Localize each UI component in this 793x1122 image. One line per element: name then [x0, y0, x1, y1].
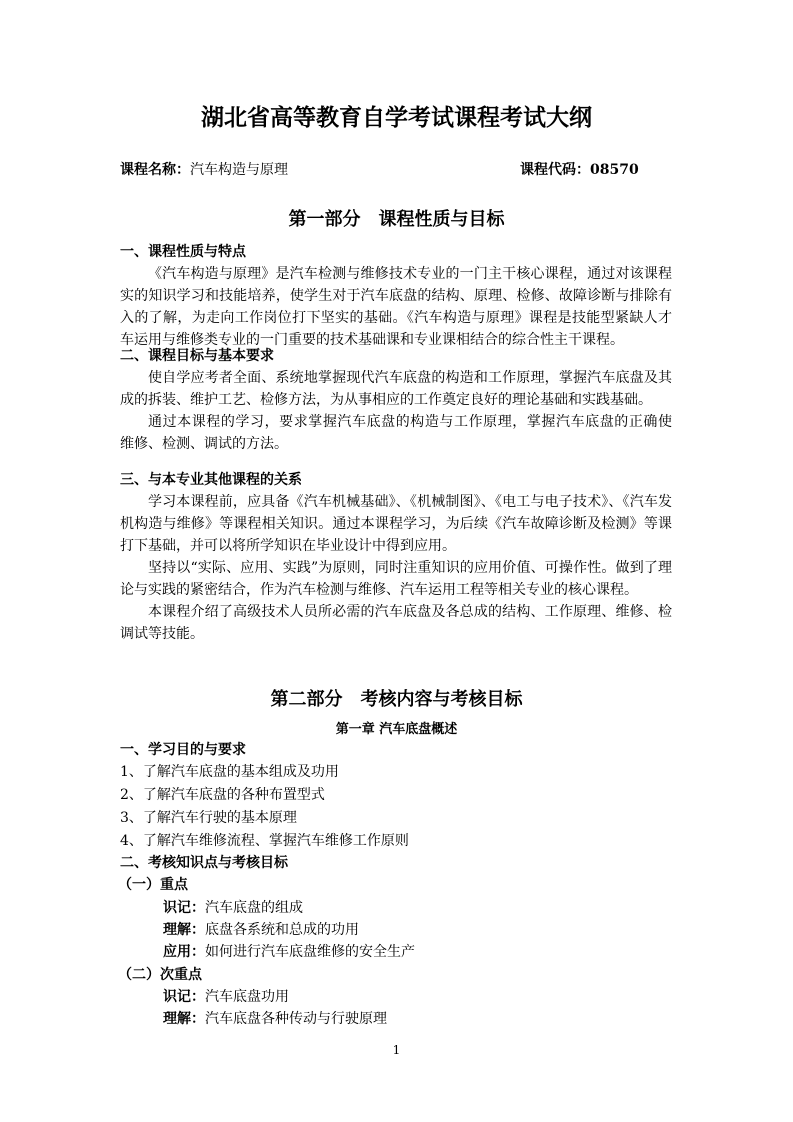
objective-text: 汽车底盘功用 — [205, 989, 289, 1005]
list-item: 4、了解汽车维修流程、掌握汽车维修工作原则 — [120, 833, 409, 849]
course-code: 08570 — [590, 162, 639, 178]
paragraph-line: 车运用与维修类专业的一门重要的技术基础课和专业课相结合的综合性主干课程。 — [120, 332, 624, 348]
objective-label: 应用： — [163, 944, 205, 960]
paragraph-line: 本课程介绍了高级技术人员所必需的汽车底盘及各总成的结构、工作原理、维修、检 — [148, 604, 672, 620]
objective-text: 底盘各系统和总成的功用 — [205, 922, 359, 938]
part2-heading: 第二部分 考核内容与考核目标 — [270, 689, 523, 710]
objective-label: 理解： — [163, 922, 205, 938]
section-heading: 一、课程性质与特点 — [120, 244, 246, 260]
objective-text: 汽车底盘各种传动与行驶原理 — [205, 1011, 387, 1027]
section-heading: 一、学习目的与要求 — [120, 742, 246, 758]
section-heading: 三、与本专业其他课程的关系 — [120, 472, 302, 488]
page-number: 1 — [392, 1043, 401, 1057]
objective-item — [163, 899, 715, 917]
list-item: 2、了解汽车底盘的各种布置型式 — [120, 787, 325, 803]
paragraph-line: 论与实践的紧密结合，作为汽车检测与维修、汽车运用工程等相关专业的核心课程。 — [120, 582, 638, 598]
course-name: 汽车构造与原理 — [190, 162, 288, 178]
paragraph-line: 使自学应考者全面、系统地掌握现代汽车底盘的构造和工作原理，掌握汽车底盘及其 — [148, 370, 672, 386]
course-code-label: 课程代码： — [520, 162, 590, 178]
objective-item — [163, 943, 715, 961]
chapter-heading: 第一章 汽车底盘概述 — [335, 722, 458, 737]
list-item: 1、了解汽车底盘的基本组成及功用 — [120, 764, 339, 780]
paragraph-line: 打下基础，并可以将所学知识在毕业设计中得到应用。 — [120, 538, 456, 554]
objective-label: 识记： — [163, 989, 205, 1005]
paragraph-line: 学习本课程前，应具备《汽车机械基础》、《机械制图》、《电工与电子技术》、《汽车发 — [148, 494, 672, 510]
subsection-heading: （二）次重点 — [118, 967, 202, 983]
paragraph-line: 坚持以“实际、应用、实践”为原则，同时注重知识的应用价值、可操作性。做到了理 — [148, 560, 672, 576]
objective-label: 理解： — [163, 1011, 205, 1027]
objective-item — [163, 988, 715, 1006]
course-code-field — [520, 161, 639, 179]
objective-text: 汽车底盘的组成 — [205, 900, 303, 916]
paragraph-line: 成的拆装、维护工艺、检修方法，为从事相应的工作奠定良好的理论基础和实践基础。 — [120, 392, 652, 408]
objective-item — [163, 1010, 715, 1028]
list-item: 3、了解汽车行驶的基本原理 — [120, 810, 297, 826]
paragraph-line: 《汽车构造与原理》是汽车检测与维修技术专业的一门主干核心课程，通过对该课程 — [148, 266, 672, 282]
paragraph-line: 机构造与维修》等课程相关知识。通过本课程学习，为后续《汽车故障诊断及检测》等课 — [120, 516, 672, 532]
objective-text: 如何进行汽车底盘维修的安全生产 — [205, 944, 415, 960]
document-title: 湖北省高等教育自学考试课程考试大纲 — [201, 104, 592, 131]
paragraph-line: 通过本课程的学习，要求掌握汽车底盘的构造与工作原理，掌握汽车底盘的正确使 — [148, 414, 672, 430]
section-heading: 二、考核知识点与考核目标 — [120, 855, 288, 871]
subsection-heading: （一）重点 — [118, 877, 188, 893]
course-name-label: 课程名称： — [120, 162, 190, 178]
objective-label: 识记： — [163, 900, 205, 916]
paragraph-line: 入的了解，为走向工作岗位打下坚实的基础。《汽车构造与原理》课程是技能型紧缺人才 — [120, 310, 672, 326]
objective-item — [163, 921, 715, 939]
paragraph-line: 维修、检测、调试的方法。 — [120, 436, 288, 452]
paragraph-line: 实的知识学习和技能培养，使学生对于汽车底盘的结构、原理、检修、故障诊断与排除有 — [120, 288, 672, 304]
course-info — [120, 161, 672, 179]
paragraph-line: 调试等技能。 — [120, 626, 204, 642]
section-heading: 二、课程目标与基本要求 — [120, 348, 274, 364]
part1-heading: 第一部分 课程性质与目标 — [288, 209, 505, 230]
